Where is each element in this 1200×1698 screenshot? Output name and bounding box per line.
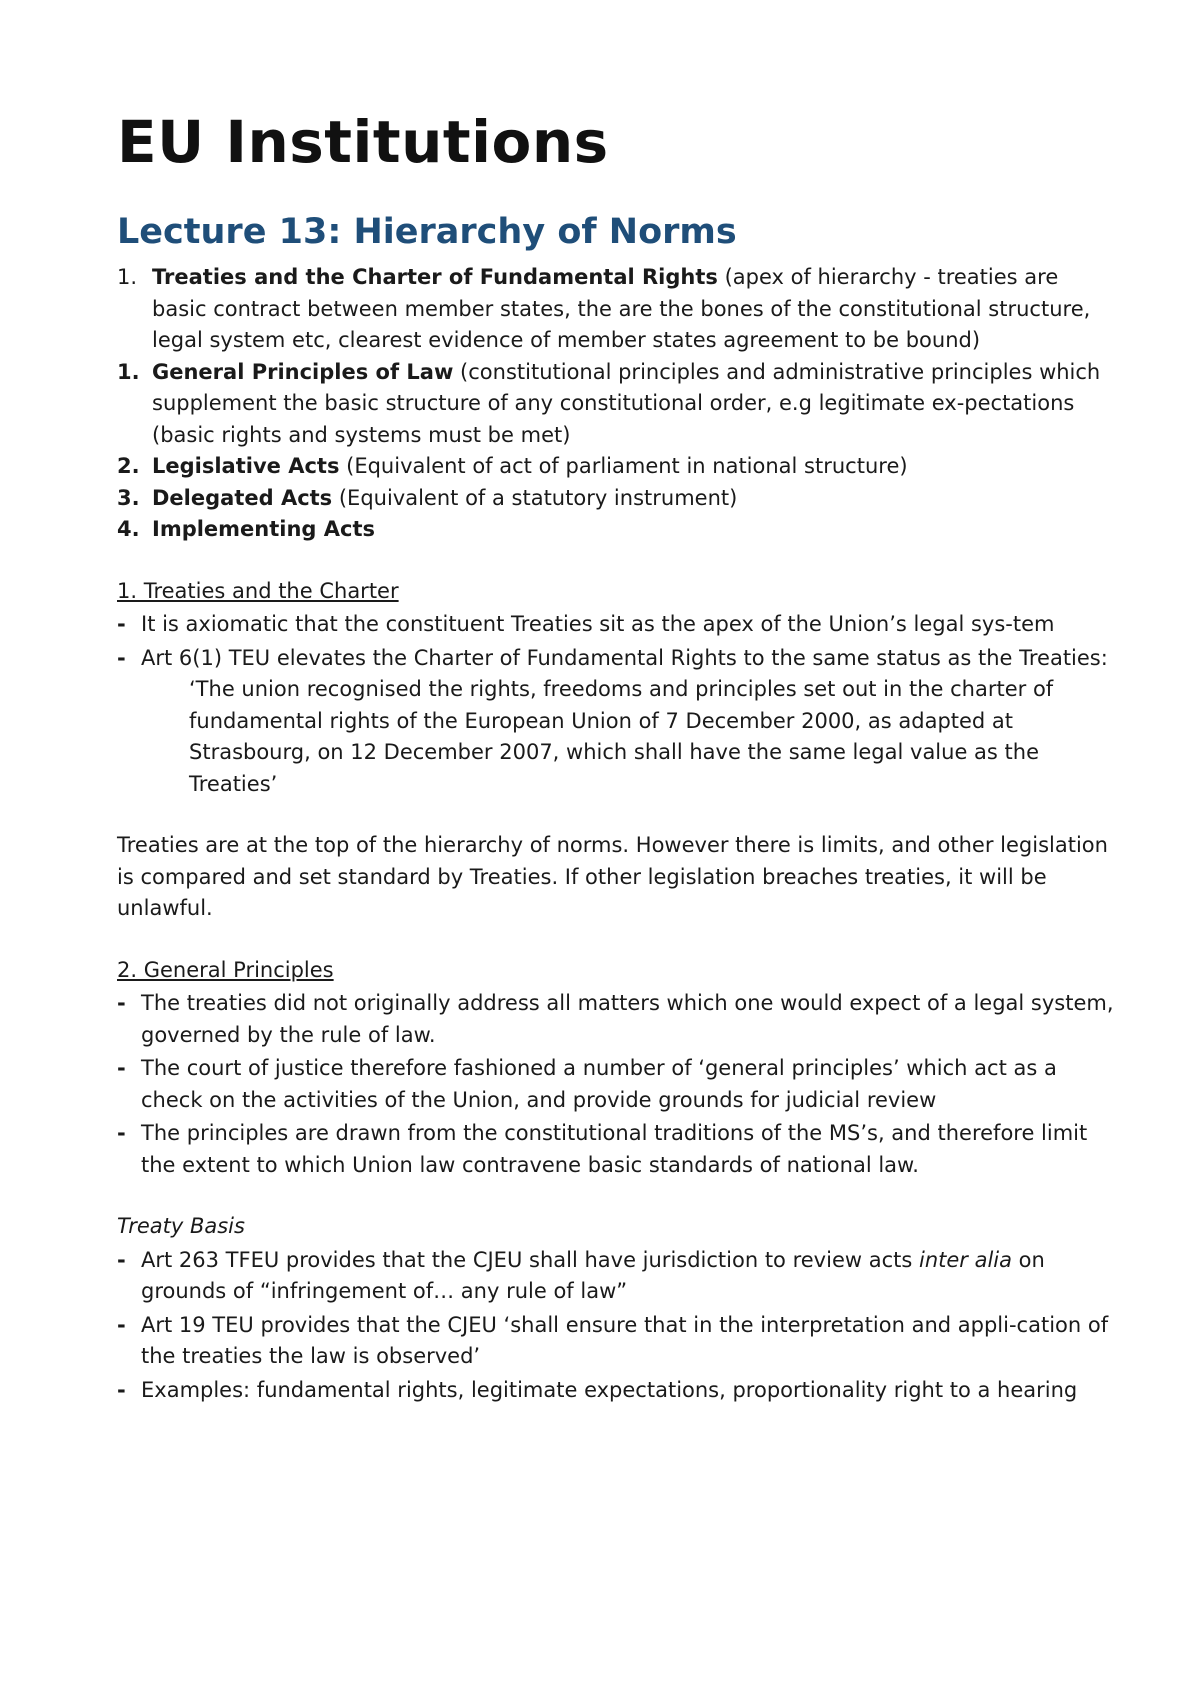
bullet-text: Art 19 TEU provides that the CJEU ‘shall ensure that in the interpretation and appli-cation of the treaties the law is observed’ [141,1312,1109,1368]
section-heading-treaties: 1. Treaties and the Charter [117,578,399,603]
list-item [117,357,1117,452]
list-item-title: Legislative Acts [152,454,340,478]
dash-bullet: - [117,1377,126,1402]
bullet-text: The principles are drawn from the constitutional traditions of the MS’s, and therefore limit the extent to which Union law contravene basic standards of national law. [141,1121,1088,1177]
dash-bullet: - [117,991,126,1015]
bullet-italic-text: inter alia [918,1247,1012,1272]
section-heading-treaty-basis: Treaty Basis [117,1214,245,1238]
list-item [117,262,1117,357]
list-item-title: Treaties and the Charter of Fundamental Rights [152,265,718,289]
bullet-item [117,643,1117,675]
bullet-text: Examples: fundamental rights, legitimate expectations, proportionality right to a hearing [141,1377,1078,1402]
list-number: 1. [117,359,140,384]
document-title: EU Institutions [117,108,609,176]
dash-bullet: - [117,1312,126,1337]
general-principles-bullets [117,988,1117,1181]
document-body [117,262,1117,1406]
dash-bullet: - [117,1121,126,1145]
bullet-item [117,988,1117,1051]
list-item-title: Delegated Acts [152,485,333,510]
dash-bullet: - [117,1247,126,1272]
charter-quote: ‘The union recognised the rights, freedoms and principles set out in the charter of fundamental rights of the European Union of 7 December 2000, as adapted at Strasbourg, on 12 December 2007, which shall have the same legal value as the Treaties’ [189,677,1054,796]
bullet-text: The treaties did not originally address all matters which one would expect of a legal system, governed by the rule of law. [141,991,1114,1047]
list-number: 4. [117,517,140,541]
list-number: 3. [117,485,140,510]
list-item [117,514,1117,546]
dash-bullet: - [117,1056,126,1080]
list-item-text: (constitutional principles and administrative principles which supplement the basic structure of any constitutional order, e.g legitimate ex-pectations (basic rights and systems must be met) [152,359,1101,447]
treaties-paragraph: Treaties are at the top of the hierarchy of norms. However there is limits, and other legislation is compared and set standard by Treaties. If other legislation breaches treaties, it will be unlawful. [117,833,1108,920]
bullet-item [117,1118,1117,1181]
bullet-item [117,1245,1117,1308]
list-item-title: Implementing Acts [152,517,376,541]
hierarchy-list [117,262,1117,546]
dash-bullet: - [117,612,126,636]
bullet-item [117,609,1117,641]
treaties-bullets [117,609,1117,674]
list-number: 2. [117,454,140,478]
bullet-text: It is axiomatic that the constituent Treaties sit as the apex of the Union’s legal sys-tem [141,612,1055,636]
dash-bullet: - [117,645,126,670]
list-item [117,451,1117,483]
bullet-item [117,1375,1117,1407]
bullet-text: Art 263 TFEU provides that the CJEU shall have jurisdiction to review acts [141,1247,919,1272]
list-item-text: (Equivalent of act of parliament in national structure) [339,454,908,478]
bullet-text: on grounds of “infringement of… any rule of law” [141,1247,1045,1303]
lecture-heading: Lecture 13: Hierarchy of Norms [117,212,737,252]
list-item [117,483,1117,515]
treaty-basis-bullets [117,1245,1117,1407]
list-item-text: (apex of hierarchy - treaties are basic contract between member states, the are the bones of the constitutional structure, legal system etc, clearest evidence of member states agreement to be bound) [152,265,1091,352]
list-number: 1. [117,265,138,289]
bullet-text: The court of justice therefore fashioned a number of ‘general principles’ which act as a check on the activities of the Union, and provide grounds for judicial review [141,1056,1057,1112]
list-item-title: General Principles of Law [152,359,454,384]
section-heading-general-principles: 2. General Principles [117,957,334,982]
bullet-text: Art 6(1) TEU elevates the Charter of Fundamental Rights to the same status as the Treaties: [141,645,1108,670]
bullet-item [117,1053,1117,1116]
bullet-item [117,1310,1117,1373]
list-item-text: (Equivalent of a statutory instrument) [332,485,738,510]
